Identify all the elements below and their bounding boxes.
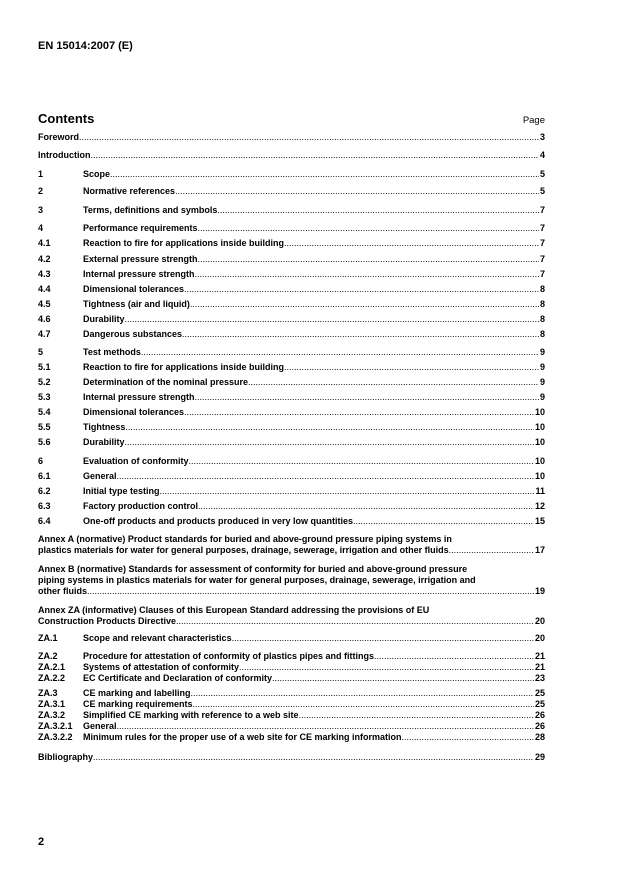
toc-entry-title: Dimensional tolerances [83,407,185,417]
toc-leader [374,651,534,662]
toc-leader [93,752,534,763]
toc-leader [182,329,539,340]
toc-leader [117,721,534,732]
toc-entry[interactable] [38,710,545,721]
toc-entry-title: Simplified CE marking with reference to a web site [83,710,299,720]
toc-entry-foreword[interactable] [38,132,545,143]
toc-entry-title: Introduction [38,150,91,160]
toc-entry-page: 7 [539,238,545,248]
toc-entry-number: ZA.3.2.2 [38,732,73,742]
toc-entry-page: 25 [534,688,545,698]
toc-entry-title: Durability [83,314,125,324]
toc-entry-title: plastics materials for water for general purposes, drainage, sewerage, irrigation and other fluids [38,545,449,555]
toc-leader [125,437,534,448]
toc-entry-title: Scope and relevant characteristics [83,633,232,643]
toc-entry-number: 6.2 [38,486,51,496]
toc-entry-number: 3 [38,205,44,215]
toc-entry-number: 4 [38,223,44,233]
toc-entry[interactable] [38,299,545,310]
toc-entry-page: 10 [534,407,545,417]
toc-entry-page: 8 [539,329,545,339]
toc-entry-title: Bibliography [38,752,94,762]
toc-entry-number: ZA.2.2 [38,673,66,683]
toc-entry-page: 29 [534,752,545,762]
toc-leader [184,284,539,295]
toc-entry[interactable] [38,377,545,388]
toc-entry-title: Test methods [83,347,141,357]
toc-entry-page: 4 [539,150,545,160]
toc-entry-title: Normative references [83,186,176,196]
toc-entry-number: 6.1 [38,471,51,481]
toc-entry-title-line: Annex B (normative) Standards for assessment of conformity for buried and above-ground pressure [38,564,468,574]
toc-entry-number: 5.3 [38,392,51,402]
toc-entry-number: 4.1 [38,238,51,248]
toc-leader [198,223,539,234]
table-of-contents [38,0,545,877]
toc-entry[interactable] [38,392,545,403]
toc-entry[interactable] [38,284,545,295]
toc-entry-annex-a[interactable] [38,534,545,556]
toc-entry-page: 20 [534,633,545,643]
toc-entry-number: 5.6 [38,437,51,447]
toc-entry-title: Minimum rules for the proper use of a web site for CE marking information [83,732,402,742]
toc-entry-number: 5.5 [38,422,51,432]
toc-entry-number: 5.4 [38,407,51,417]
toc-leader [232,633,534,644]
toc-entry[interactable] [38,269,545,280]
toc-leader [189,456,534,467]
toc-entry[interactable] [38,362,545,373]
toc-entry-page: 10 [534,471,545,481]
toc-leader [91,150,539,161]
toc-entry-title: Durability [83,437,125,447]
toc-entry-title: CE marking and labelling [83,688,191,698]
toc-entry-number: ZA.1 [38,633,58,643]
toc-entry[interactable] [38,437,545,448]
toc-entry-number: 5.1 [38,362,51,372]
toc-entry[interactable] [38,205,545,216]
toc-entry-number: 5 [38,347,44,357]
toc-entry[interactable] [38,422,545,433]
toc-entry[interactable] [38,688,545,699]
toc-leader [117,471,534,482]
toc-entry-page: 11 [535,486,545,496]
toc-leader [125,422,534,433]
toc-entry-title: Evaluation of conformity [83,456,189,466]
toc-entry[interactable] [38,633,545,644]
toc-entry-title: Tightness [83,422,126,432]
toc-entry-title: General [83,471,117,481]
toc-entry-page: 10 [534,422,545,432]
toc-entry-number: 6 [38,456,44,466]
toc-entry-page: 8 [539,299,545,309]
toc-entry-page: 21 [534,651,545,661]
toc-entry-page: 12 [534,501,545,511]
toc-entry-title: Construction Products Directive [38,616,177,626]
toc-entry-number: 4.3 [38,269,51,279]
toc-entry-title: Dimensional tolerances [83,284,185,294]
toc-entry-page: 8 [539,284,545,294]
toc-entry-title: Dangerous substances [83,329,183,339]
toc-entry-number: 1 [38,169,44,179]
toc-entry-number: 6.3 [38,501,51,511]
toc-entry-title: External pressure strength [83,254,198,264]
toc-entry-page: 7 [539,269,545,279]
toc-entry-page: 9 [539,377,545,387]
toc-entry-number: 4.7 [38,329,51,339]
toc-entry[interactable] [38,254,545,265]
toc-entry-number: 4.4 [38,284,51,294]
toc-entry-title: General [83,721,117,731]
toc-entry[interactable] [38,471,545,482]
page-column-label: Page [522,115,545,126]
toc-entry-page: 9 [539,347,545,357]
toc-entry-title: Reaction to fire for applications inside building [83,238,285,248]
toc-entry-title: Internal pressure strength [83,269,195,279]
toc-entry-title-line: piping systems in plastics materials for water for general purposes, drainage, sewerage, irrigation and [38,575,476,585]
toc-entry-number: 6.4 [38,516,51,526]
toc-entry-title: Reaction to fire for applications inside building [83,362,285,372]
toc-entry-page: 17 [534,545,545,555]
toc-leader [87,586,534,597]
toc-leader [198,501,534,512]
toc-leader [141,347,539,358]
toc-leader [190,299,539,310]
toc-entry-page: 9 [539,392,545,402]
toc-entry-title: Systems of attestation of conformity [83,662,240,672]
toc-entry[interactable] [38,347,545,358]
toc-leader [125,314,539,325]
toc-entry-page: 19 [534,586,545,596]
toc-entry-page: 26 [534,721,545,731]
page-number: 2 [38,836,45,848]
toc-leader [353,516,534,527]
toc-entry-page: 3 [539,132,545,142]
toc-entry-page: 7 [539,205,545,215]
toc-entry[interactable] [38,732,545,743]
toc-leader [195,392,539,403]
toc-entry[interactable] [38,329,545,340]
toc-entry-page: 21 [534,662,545,672]
toc-entry-page: 26 [534,710,545,720]
toc-entry-number: ZA.3.1 [38,699,66,709]
toc-leader [79,132,539,143]
toc-entry-title: Foreword [38,132,80,142]
toc-entry-introduction[interactable] [38,150,545,161]
toc-entry-title: CE marking requirements [83,699,193,709]
toc-entry[interactable] [38,486,545,497]
toc-entry-number: 4.6 [38,314,51,324]
toc-entry-title: Scope [83,169,111,179]
toc-entry-title: other fluids [38,586,87,596]
toc-entry-page: 5 [539,169,545,179]
toc-entry[interactable] [38,314,545,325]
toc-leader [284,238,539,249]
contents-title: Contents [38,111,95,126]
toc-leader [272,673,534,684]
toc-entry-bibliography[interactable] [38,752,545,763]
toc-entry-number: ZA.3 [38,688,58,698]
toc-entry-title: Initial type testing [83,486,160,496]
toc-entry-page: 8 [539,314,545,324]
toc-entry-page: 5 [539,186,545,196]
toc-entry-page: 10 [534,456,545,466]
toc-leader [299,710,534,721]
toc-leader [248,377,539,388]
toc-leader [217,205,539,216]
toc-entry-title: One-off products and products produced in very low quantities [83,516,354,526]
toc-entry-number: 5.2 [38,377,51,387]
toc-entry-page: 23 [534,673,545,683]
toc-entry-title-line: Annex ZA (informative) Clauses of this European Standard addressing the provisions of EU [38,605,430,615]
toc-leader [184,407,534,418]
toc-leader [284,362,539,373]
toc-leader [193,699,534,710]
toc-entry-title: Tightness (air and liquid) [83,299,190,309]
toc-entry[interactable] [38,501,545,512]
toc-entry-title: Factory production control [83,501,199,511]
toc-entry[interactable] [38,169,545,180]
toc-entry-page: 28 [534,732,545,742]
toc-entry-title: Internal pressure strength [83,392,195,402]
toc-leader [195,269,539,280]
toc-entry-title: Determination of the nominal pressure [83,377,249,387]
toc-entry-number: 2 [38,186,44,196]
toc-leader [160,486,535,497]
toc-entry[interactable] [38,456,545,467]
toc-entry[interactable] [38,662,545,673]
toc-entry-page: 9 [539,362,545,372]
document-id: EN 15014:2007 (E) [38,40,133,52]
toc-entry-page: 7 [539,254,545,264]
toc-entry-title-line: Annex A (normative) Product standards for buried and above-ground pressure piping systems in [38,534,452,544]
toc-entry-number: ZA.2.1 [38,662,66,672]
toc-entry-number: ZA.3.2.1 [38,721,73,731]
toc-leader [449,545,534,556]
toc-entry-title: Performance requirements [83,223,198,233]
toc-leader [175,186,539,197]
toc-entry[interactable] [38,699,545,710]
toc-leader [110,169,539,180]
toc-entry-number: ZA.2 [38,651,58,661]
toc-entry-number: 4.2 [38,254,51,264]
toc-entry[interactable] [38,407,545,418]
toc-entry-page: 7 [539,223,545,233]
toc-entry[interactable] [38,223,545,234]
toc-entry[interactable] [38,721,545,732]
toc-entry-page: 15 [534,516,545,526]
toc-leader [402,732,534,743]
toc-entry-page: 10 [534,437,545,447]
toc-entry[interactable] [38,673,545,684]
toc-entry-page: 25 [534,699,545,709]
toc-entry[interactable] [38,238,545,249]
toc-leader [239,662,534,673]
toc-entry-title: EC Certificate and Declaration of conformity [83,673,273,683]
toc-entry-page: 20 [534,616,545,626]
toc-entry[interactable] [38,186,545,197]
toc-entry-annex-za[interactable] [38,605,545,627]
toc-entry-annex-b[interactable] [38,564,545,597]
toc-entry[interactable] [38,651,545,662]
toc-entry-number: ZA.3.2 [38,710,66,720]
toc-entry[interactable] [38,516,545,527]
toc-entry-number: 4.5 [38,299,51,309]
toc-leader [191,688,534,699]
toc-entry-title: Terms, definitions and symbols [83,205,218,215]
toc-leader [198,254,539,265]
toc-leader [176,616,534,627]
toc-entry-title: Procedure for attestation of conformity of plastics pipes and fittings [83,651,375,661]
